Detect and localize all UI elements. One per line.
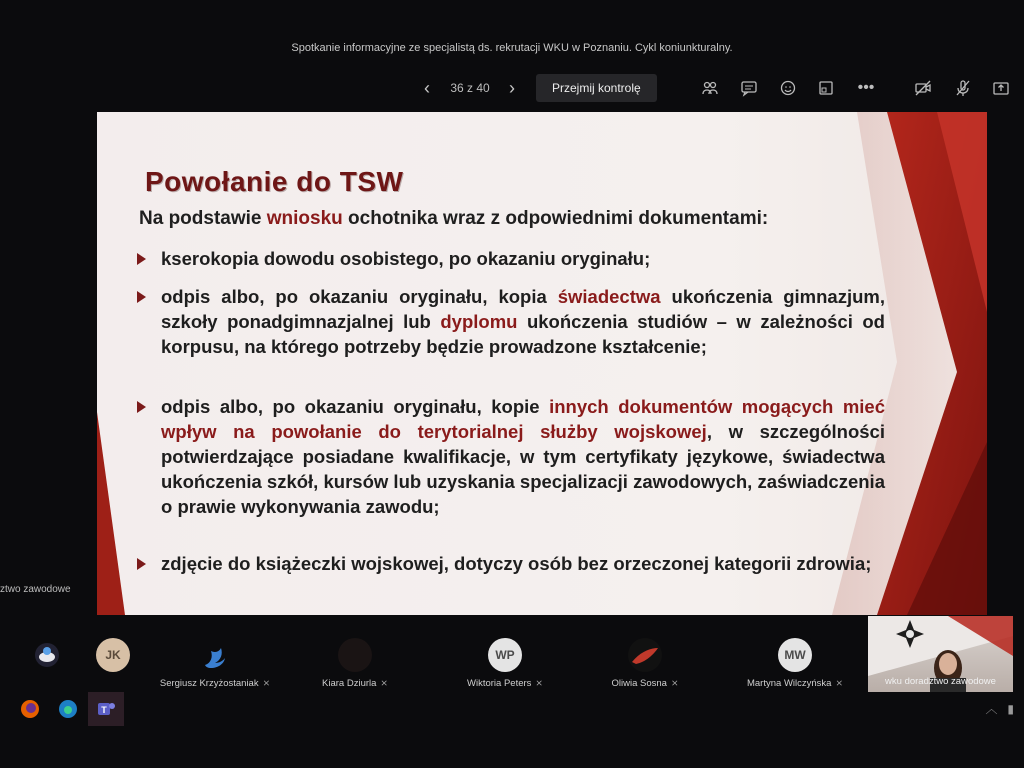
- participant-avatar: JK: [96, 638, 130, 672]
- bullet-highlight: świadectwa: [557, 286, 661, 307]
- participant-tile[interactable]: [430, 630, 580, 690]
- bullet-fragment: zdjęcie do książeczki wojskowej, dotyczy osób bez orzeczonej kategorii zdrowia;: [161, 553, 872, 574]
- take-control-button[interactable]: Przejmij kontrolę: [536, 74, 657, 102]
- participant-tile[interactable]: [140, 630, 290, 690]
- participant-avatar: MW: [778, 638, 812, 672]
- participant-name-text: Kiara Dziurla: [322, 678, 377, 689]
- reactions-icon[interactable]: [778, 74, 798, 102]
- video-tile[interactable]: [868, 616, 1013, 692]
- participant-name: [570, 678, 720, 689]
- participant-tile[interactable]: [720, 630, 870, 690]
- mic-off-icon[interactable]: [952, 74, 974, 102]
- video-tile-name: wku doradztwo zawodowe: [885, 676, 996, 687]
- taskbar: [0, 692, 1024, 732]
- participant-tile[interactable]: [280, 630, 430, 690]
- bullet-arrow-icon: [137, 253, 146, 265]
- bullet-highlight: dyplomu: [440, 311, 518, 332]
- chat-icon[interactable]: [739, 74, 759, 102]
- bullet-fragment: odpis albo, po okazaniu oryginału, kopia: [161, 286, 558, 307]
- slide-intro: [139, 208, 899, 230]
- bullet-highlight: innych dokumentów mogących mieć wpływ na powołanie do terytorialnej służby wojskowej: [161, 396, 885, 442]
- svg-text:T: T: [101, 705, 107, 715]
- teams-icon[interactable]: [88, 692, 124, 726]
- participant-photo: [628, 638, 662, 672]
- slide-bullet: [137, 284, 885, 359]
- bullet-text: [161, 284, 885, 359]
- share-icon[interactable]: [990, 74, 1012, 102]
- bullet-fragment: odpis albo, po okazaniu oryginału, kopie: [161, 396, 550, 417]
- bullet-text: [161, 394, 885, 519]
- bullet-arrow-icon: [137, 401, 146, 413]
- bullet-arrow-icon: [137, 558, 146, 570]
- bullet-fragment: ukończenia gimnazjum, szkoły ponadgimnazjalnej lub: [161, 286, 885, 332]
- more-icon[interactable]: •••: [857, 79, 875, 96]
- side-tile-label: ztwo zawodowe: [0, 584, 71, 595]
- next-slide-button[interactable]: ›: [509, 77, 515, 98]
- participant-name-text: Martyna Wilczyńska: [746, 678, 832, 689]
- participant-avatar: WP: [488, 638, 522, 672]
- participant-name: [720, 678, 870, 689]
- prev-slide-button[interactable]: ‹: [424, 77, 430, 98]
- slide-bullet: [137, 246, 885, 271]
- bullet-arrow-icon: [137, 291, 146, 303]
- bullet-fragment: , w szczególności potwierdzające posiadane kwalifikacje, w tym certyfikaty językowe, świadectwa ukończenia szkół, kursów lub uzyskania specjalizacji zawodowych, zaświadczenia o prawie wykonywania zawodu;: [161, 421, 885, 517]
- intro-highlight: wniosku: [266, 208, 343, 229]
- dragon-avatar-icon: [198, 638, 232, 672]
- intro-text-end: ochotnika wraz z odpowiednimi dokumentami:: [342, 208, 769, 229]
- people-icon[interactable]: [700, 74, 720, 102]
- system-tray: [986, 700, 1014, 717]
- page-indicator: 36 z 40: [450, 81, 490, 95]
- meeting-title: Spotkanie informacyjne ze specjalistą ds. rekrutacji WKU w Poznaniu. Cykl koniunkturalny.: [291, 42, 733, 54]
- muted-mic-icon: ⨯: [670, 678, 679, 688]
- participant-name: [140, 678, 290, 689]
- participant-name: [430, 678, 580, 689]
- muted-mic-icon: ⨯: [535, 678, 543, 688]
- slide-title: Powołanie do TSW: [145, 166, 404, 197]
- edge-icon[interactable]: [50, 692, 86, 726]
- intro-text: Na podstawie: [139, 208, 267, 229]
- rooms-icon[interactable]: [816, 74, 836, 102]
- slide-bullet: [137, 394, 885, 519]
- participant-name-text: Oliwia Sosna: [611, 678, 667, 689]
- participant-tile[interactable]: [570, 630, 720, 690]
- participant-name-text: Wiktoria Peters: [467, 678, 532, 689]
- participant-name-text: Sergiusz Krzyżostaniak: [159, 678, 259, 689]
- participant-name: [280, 678, 430, 689]
- bullet-fragment: ukończenia studiów – w zależności od korpusu, na którego potrzeby będzie prowadzone kształcenie;: [161, 311, 885, 357]
- slide-bullet: [137, 551, 885, 576]
- bullet-fragment: kserokopia dowodu osobistego, po okazaniu oryginału;: [161, 248, 651, 269]
- muted-mic-icon: ⨯: [262, 678, 271, 688]
- camera-off-icon[interactable]: [912, 74, 934, 102]
- participant-photo: [338, 638, 372, 672]
- shared-slide: [97, 112, 987, 615]
- muted-mic-icon: ⨯: [380, 678, 388, 688]
- bullet-text: [161, 551, 885, 576]
- meeting-toolbar: [0, 74, 1024, 104]
- bullet-text: [161, 246, 885, 271]
- muted-mic-icon: ⨯: [835, 678, 843, 688]
- tray-chevron-icon[interactable]: ︿: [985, 702, 998, 716]
- firefox-icon[interactable]: [12, 692, 48, 726]
- tray-mic-icon[interactable]: ▮: [1007, 702, 1014, 716]
